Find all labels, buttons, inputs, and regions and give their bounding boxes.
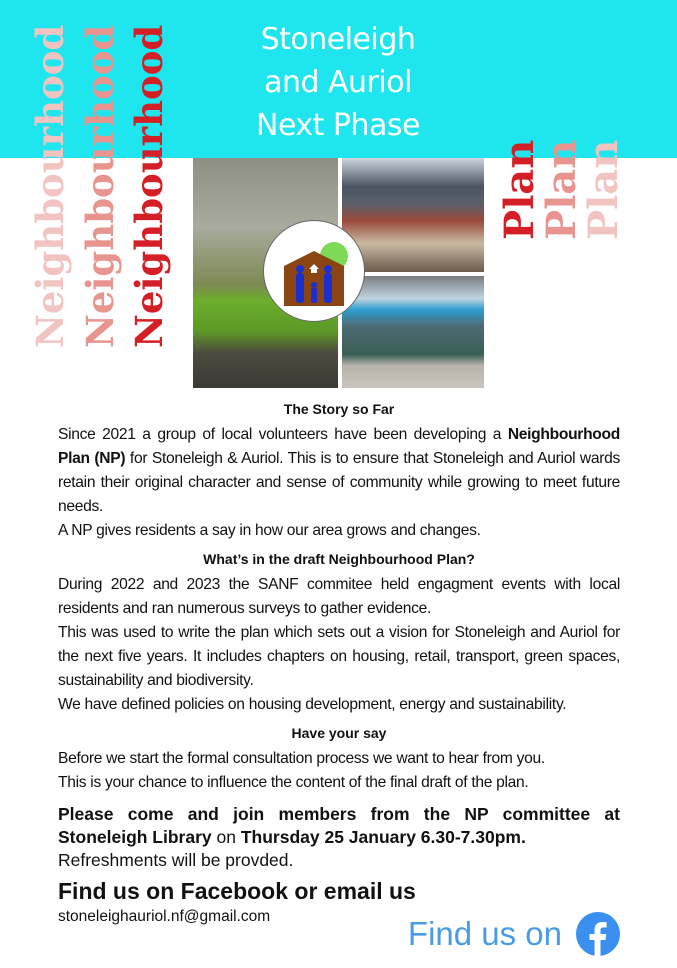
facebook-icon[interactable] [576, 912, 620, 956]
draft-text: We have defined policies on housing development, energy and sustainability. [58, 696, 567, 713]
invitation [58, 803, 620, 872]
say-text: Before we start the formal consultation process we want to hear from you. [58, 750, 545, 767]
find-us-on-facebook-link[interactable]: Find us on [407, 915, 562, 952]
draft-paragraph [58, 573, 620, 717]
say-paragraph [58, 747, 620, 795]
story-bold-text: Neighbourhood Plan (NP) [58, 426, 620, 467]
title-line: Next Phase [256, 108, 420, 143]
draft-text: During 2022 and 2023 the SANF commitee held engagment events with local residents and ran numerous surveys to gather evidence. [58, 576, 620, 617]
story-heading: The Story so Far [283, 401, 395, 417]
invite-text: on [211, 827, 241, 847]
neighbourhood-word-mid: Neighbourhood [78, 24, 122, 348]
facebook-link-group[interactable] [408, 912, 620, 956]
invite-venue: Stoneleigh Library [58, 827, 212, 847]
email-link[interactable]: stoneleighauriol.nf@gmail.com [58, 908, 271, 925]
story-text: Since 2021 a group of local volunteers have been developing a [58, 426, 502, 443]
story-text: A NP gives residents a say in how our area grows and changes. [58, 522, 481, 539]
invite-text: Refreshments will be provded. [58, 850, 294, 870]
draft-heading: What’s in the draft Neighbourhood Plan? [203, 551, 475, 567]
neighbourhood-word-red: Neighbourhood [127, 24, 171, 348]
title-line: and Auriol [264, 65, 412, 100]
contact-heading: Find us on Facebook or email us [58, 878, 416, 904]
plan-word-mid: Plan [538, 139, 585, 240]
title-line: Stoneleigh [260, 22, 416, 57]
invite-text: Please come and join members from the NP committee at [58, 804, 620, 824]
story-text: for Stoneleigh & Auriol. This is to ensure that Stoneleigh and Auriol wards retain their original character and sense of community while growing to meet future needs. [58, 450, 620, 515]
contact-row [58, 906, 620, 956]
invite-date: Thursday 25 January 6.30-7.30pm. [240, 827, 526, 847]
say-heading: Have your say [291, 725, 387, 741]
neighbourhood-word-light: Neighbourhood [28, 24, 72, 348]
draft-text: This was used to write the plan which sets out a vision for Stoneleigh and Auriol for the next five years. It includes chapters on housing, retail, transport, green spaces, sustainability and biodiversity. [58, 624, 620, 689]
say-text: This is your chance to influence the content of the final draft of the plan. [58, 774, 529, 791]
story-paragraph [58, 423, 620, 543]
plan-word-red: Plan [496, 139, 543, 240]
plan-word-light: Plan [580, 139, 627, 240]
